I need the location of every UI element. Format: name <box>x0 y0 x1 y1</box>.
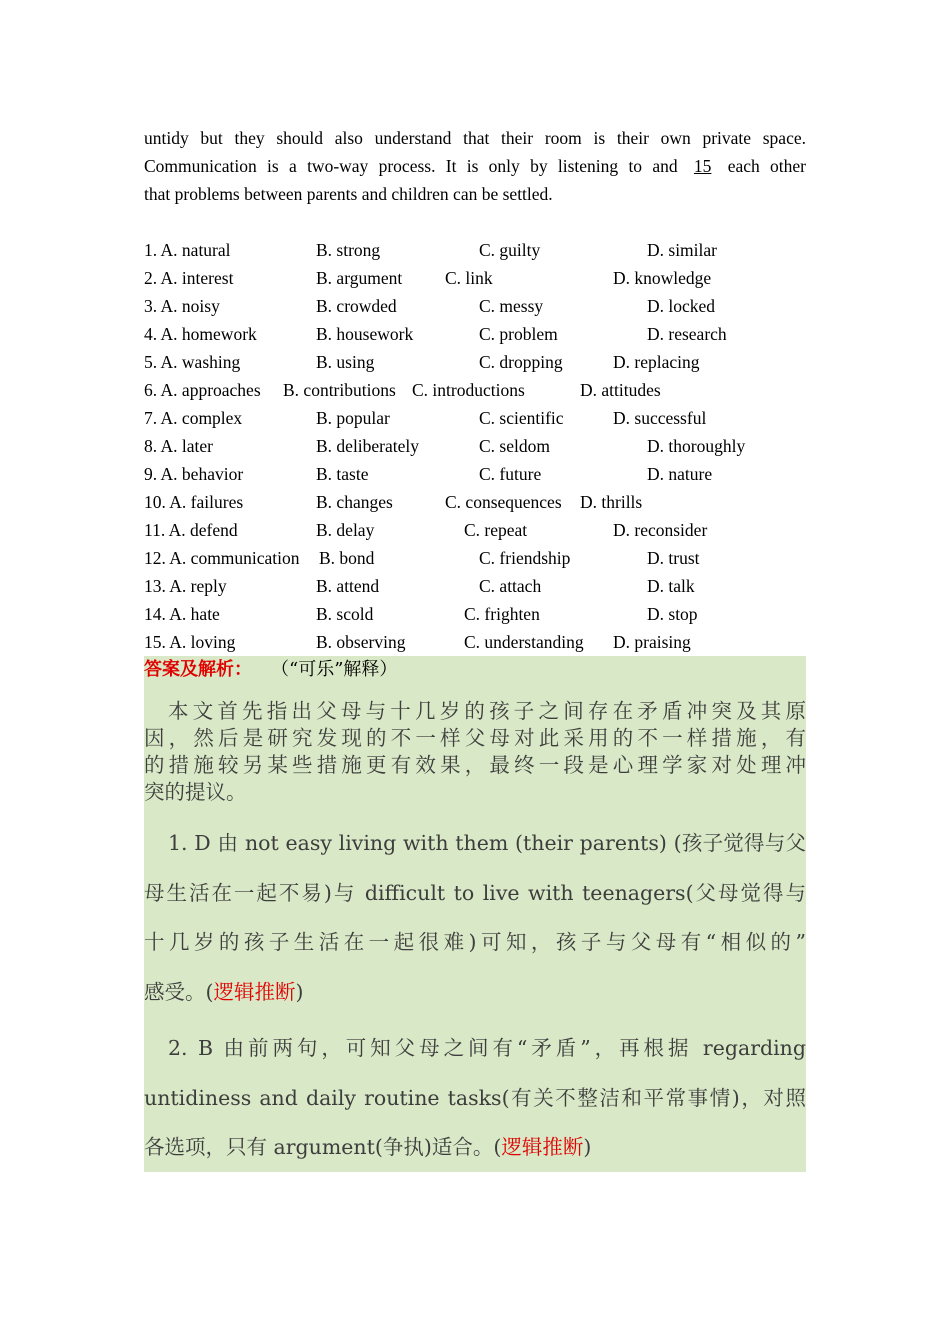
option-c: C. introductions <box>412 380 525 400</box>
option-b: B. contributions <box>283 380 396 400</box>
logic-tag: 逻辑推断 <box>501 1135 584 1159</box>
option-row <box>144 376 806 404</box>
option-a: 12. A. communication <box>144 548 300 568</box>
option-row <box>144 404 806 432</box>
option-d: D. attitudes <box>580 380 661 400</box>
option-d: D. talk <box>647 576 695 596</box>
option-a: 7. A. complex <box>144 408 243 428</box>
summary-line: 因，然后是研究发现的不一样父母对此采用的不一样措施，有 <box>144 726 806 750</box>
option-d: D. knowledge <box>613 268 712 288</box>
summary-line: 的措施较另某些措施更有效果，最终一段是心理学家对处理冲 <box>144 753 806 777</box>
option-b: B. observing <box>316 632 406 652</box>
option-b: B. scold <box>316 604 374 624</box>
option-c: C. friendship <box>479 548 571 568</box>
option-d: D. replacing <box>613 352 700 372</box>
explanation-item-2: 2. B 由前两句，可知父母之间有“矛盾”，再根据 regarding untidiness and daily routine tasks(有关不整洁和平常事情)，对照 各选项，只有 argument(争执)适合。(逻辑推断) <box>144 1036 806 1159</box>
option-c: C. guilty <box>479 240 541 260</box>
option-b: B. changes <box>316 492 393 512</box>
option-c: C. link <box>445 268 493 288</box>
option-c: C. repeat <box>464 520 528 540</box>
blank-15: 15 <box>693 156 712 176</box>
summary-line: 突的提议。 <box>144 780 247 804</box>
answer-summary <box>144 698 806 806</box>
option-a: 5. A. washing <box>144 352 241 372</box>
option-d: D. stop <box>647 604 698 624</box>
option-b: B. attend <box>316 576 380 596</box>
option-row <box>144 236 806 264</box>
option-row <box>144 320 806 348</box>
option-d: D. thoroughly <box>647 436 746 456</box>
option-d: D. nature <box>647 464 713 484</box>
option-a: 13. A. reply <box>144 576 227 596</box>
option-row <box>144 544 806 572</box>
option-a: 6. A. approaches <box>144 380 261 400</box>
passage-text <box>144 124 806 208</box>
option-c: C. frighten <box>464 604 540 624</box>
option-c: C. understanding <box>464 632 584 652</box>
option-b: B. bond <box>319 548 375 568</box>
option-b: B. popular <box>316 408 390 428</box>
option-d: D. trust <box>647 548 700 568</box>
option-c: C. future <box>479 464 542 484</box>
passage-line: untidy but they should also understand that their room is their own private space. <box>144 128 806 148</box>
option-row <box>144 460 806 488</box>
option-row <box>144 516 806 544</box>
option-row <box>144 432 806 460</box>
option-row <box>144 264 806 292</box>
option-c: C. attach <box>479 576 542 596</box>
option-a: 10. A. failures <box>144 492 244 512</box>
summary-line: 本文首先指出父母与十几岁的孩子之间存在矛盾冲突及其原 <box>168 699 806 723</box>
option-row <box>144 572 806 600</box>
option-a: 4. A. homework <box>144 324 257 344</box>
option-a: 11. A. defend <box>144 520 238 540</box>
option-a: 2. A. interest <box>144 268 234 288</box>
option-c: C. consequences <box>445 492 562 512</box>
answer-heading: 答案及解析： （“可乐”解释） <box>144 659 398 680</box>
option-row <box>144 292 806 320</box>
option-d: D. praising <box>613 632 691 652</box>
option-b: B. argument <box>316 268 403 288</box>
option-row <box>144 348 806 376</box>
answer-section <box>144 656 806 1172</box>
option-b: B. strong <box>316 240 381 260</box>
option-c: C. scientific <box>479 408 564 428</box>
option-c: C. problem <box>479 324 558 344</box>
option-b: B. deliberately <box>316 436 420 456</box>
option-c: C. seldom <box>479 436 550 456</box>
option-d: D. locked <box>647 296 716 316</box>
option-a: 9. A. behavior <box>144 464 244 484</box>
option-a: 15. A. loving <box>144 632 236 652</box>
option-b: B. crowded <box>316 296 397 316</box>
option-d: D. reconsider <box>613 520 708 540</box>
option-row <box>144 600 806 628</box>
option-a: 14. A. hate <box>144 604 220 624</box>
options-list <box>144 236 806 656</box>
option-d: D. similar <box>647 240 717 260</box>
logic-tag: 逻辑推断 <box>213 979 296 1004</box>
option-d: D. successful <box>613 408 707 428</box>
option-row <box>144 628 806 656</box>
option-c: C. messy <box>479 296 544 316</box>
option-c: C. dropping <box>479 352 563 372</box>
option-row <box>144 488 806 516</box>
passage-line-with-blank: Communication is a two-way process. It is only by listening to and 15 each other <box>144 156 807 176</box>
option-d: D. research <box>647 324 727 344</box>
option-b: B. using <box>316 352 375 372</box>
passage-line: that problems between parents and children can be settled. <box>144 184 553 204</box>
option-a: 3. A. noisy <box>144 296 220 316</box>
option-a: 8. A. later <box>144 436 214 456</box>
option-b: B. housework <box>316 324 414 344</box>
explanation-item-1: 1. D 由 not easy living with them (their parents) (孩子觉得与父 母生活在一起不易)与 difficult to live with teenagers(父母觉得与 十几岁的孩子生活在一起很难)可知，孩子与父母有“相似的” 感受。(逻辑推断) <box>144 831 806 1004</box>
option-b: B. delay <box>316 520 375 540</box>
option-b: B. taste <box>316 464 369 484</box>
option-d: D. thrills <box>580 492 643 512</box>
option-a: 1. A. natural <box>144 240 231 260</box>
